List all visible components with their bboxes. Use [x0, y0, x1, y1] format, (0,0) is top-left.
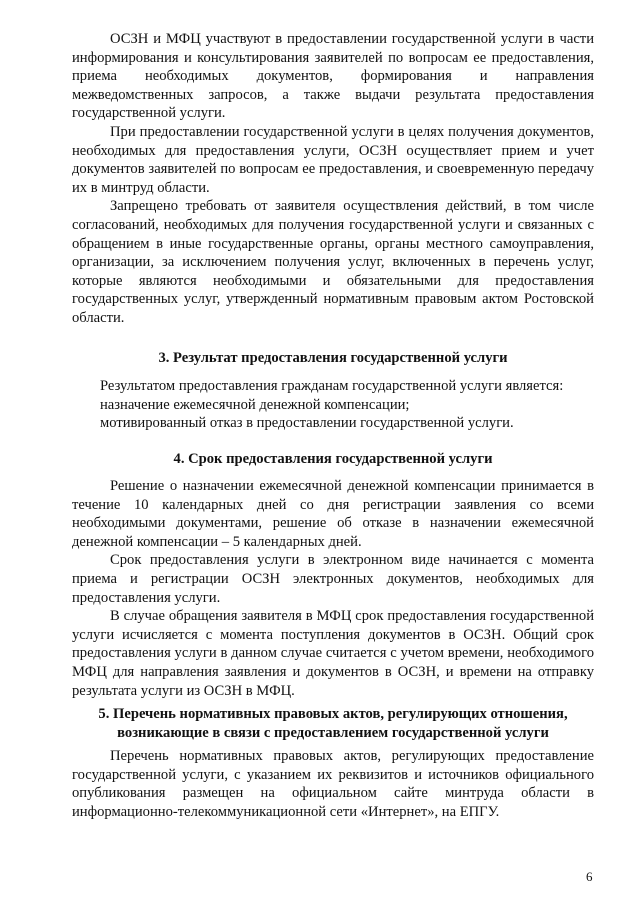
paragraph-normative-acts: Перечень нормативных правовых актов, регулирующих предоставление государственной услуги, с указанием их реквизитов и источников официального опубликования размещен на официальном сайте минтруда области в информационно-телекоммуникационной сети «Интернет», на ЕПГУ. [72, 748, 594, 820]
section-4-heading: 4. Срок предоставления государственной услуги [173, 451, 493, 467]
section-5-heading-line-1: 5. Перечень нормативных правовых актов, регулирующих отношения, [98, 706, 568, 722]
result-line-intro: Результатом предоставления гражданам государственной услуги является: [100, 378, 564, 394]
paragraph-electronic-term: Срок предоставления услуги в электронном виде начинается с момента приема и регистрации ОСЗН электронных документов, необходимых для предоставления услуги. [72, 552, 594, 606]
section-5-heading-line-2: возникающие в связи с предоставлением государственной услуги [117, 724, 549, 741]
paragraph-mfc-term: В случае обращения заявителя в МФЦ срок предоставления государственной услуги исчисляется с момента поступления документов в ОСЗН. Общий срок предоставления услуги в данном случае считается с учетом времени, необходимого МФЦ для направления заявления и документов в ОСЗН, и времени на отправку результата услуги из ОСЗН в МФЦ. [72, 608, 594, 699]
section-3-heading: 3. Результат предоставления государственной услуги [158, 350, 508, 366]
section-5-heading [72, 705, 594, 742]
intro-block [72, 30, 594, 328]
paragraph-decision-term: Решение о назначении ежемесячной денежной компенсации принимается в течение 10 календарных дней со дня регистрации заявления со всеми необходимыми документами, решение об отказе в назначении ежемесячной денежной компенсации – 5 календарных дней. [72, 478, 594, 550]
paragraph-document-receipt: При предоставлении государственной услуги в целях получения документов, необходимых для предоставления услуги, ОСЗН осуществляет прием и учет документов заявителей по вопросам ее предоставления, и своевременную передачу их в минтруд области. [72, 123, 594, 196]
paragraph-participation: ОСЗН и МФЦ участвуют в предоставлении государственной услуги в части информирования и консультирования заявителей по вопросам ее предоставления, приема необходимых документов, формирования и направления межведомственных запросов, а также выдачи результата предоставления государственной услуги. [72, 31, 594, 122]
paragraph-prohibition: Запрещено требовать от заявителя осуществления действий, в том числе согласований, необходимых для получения государственной услуги и связанных с обращением в иные государственные органы, органы местного самоуправления, организации, за исключением получения услуг, включенных в перечень услуг, которые являются необходимыми и обязательными для предоставления государственных услуг, утвержденный нормативным правовым актом Ростовской области. [72, 198, 594, 326]
section-3-body [72, 377, 594, 433]
page-number: 6 [586, 869, 593, 884]
result-line-assignment: назначение ежемесячной денежной компенсации; [100, 396, 410, 413]
section-5-body [72, 747, 594, 821]
section-4-body [72, 477, 594, 700]
result-line-refusal: мотивированный отказ в предоставлении государственной услуги. [100, 415, 514, 432]
